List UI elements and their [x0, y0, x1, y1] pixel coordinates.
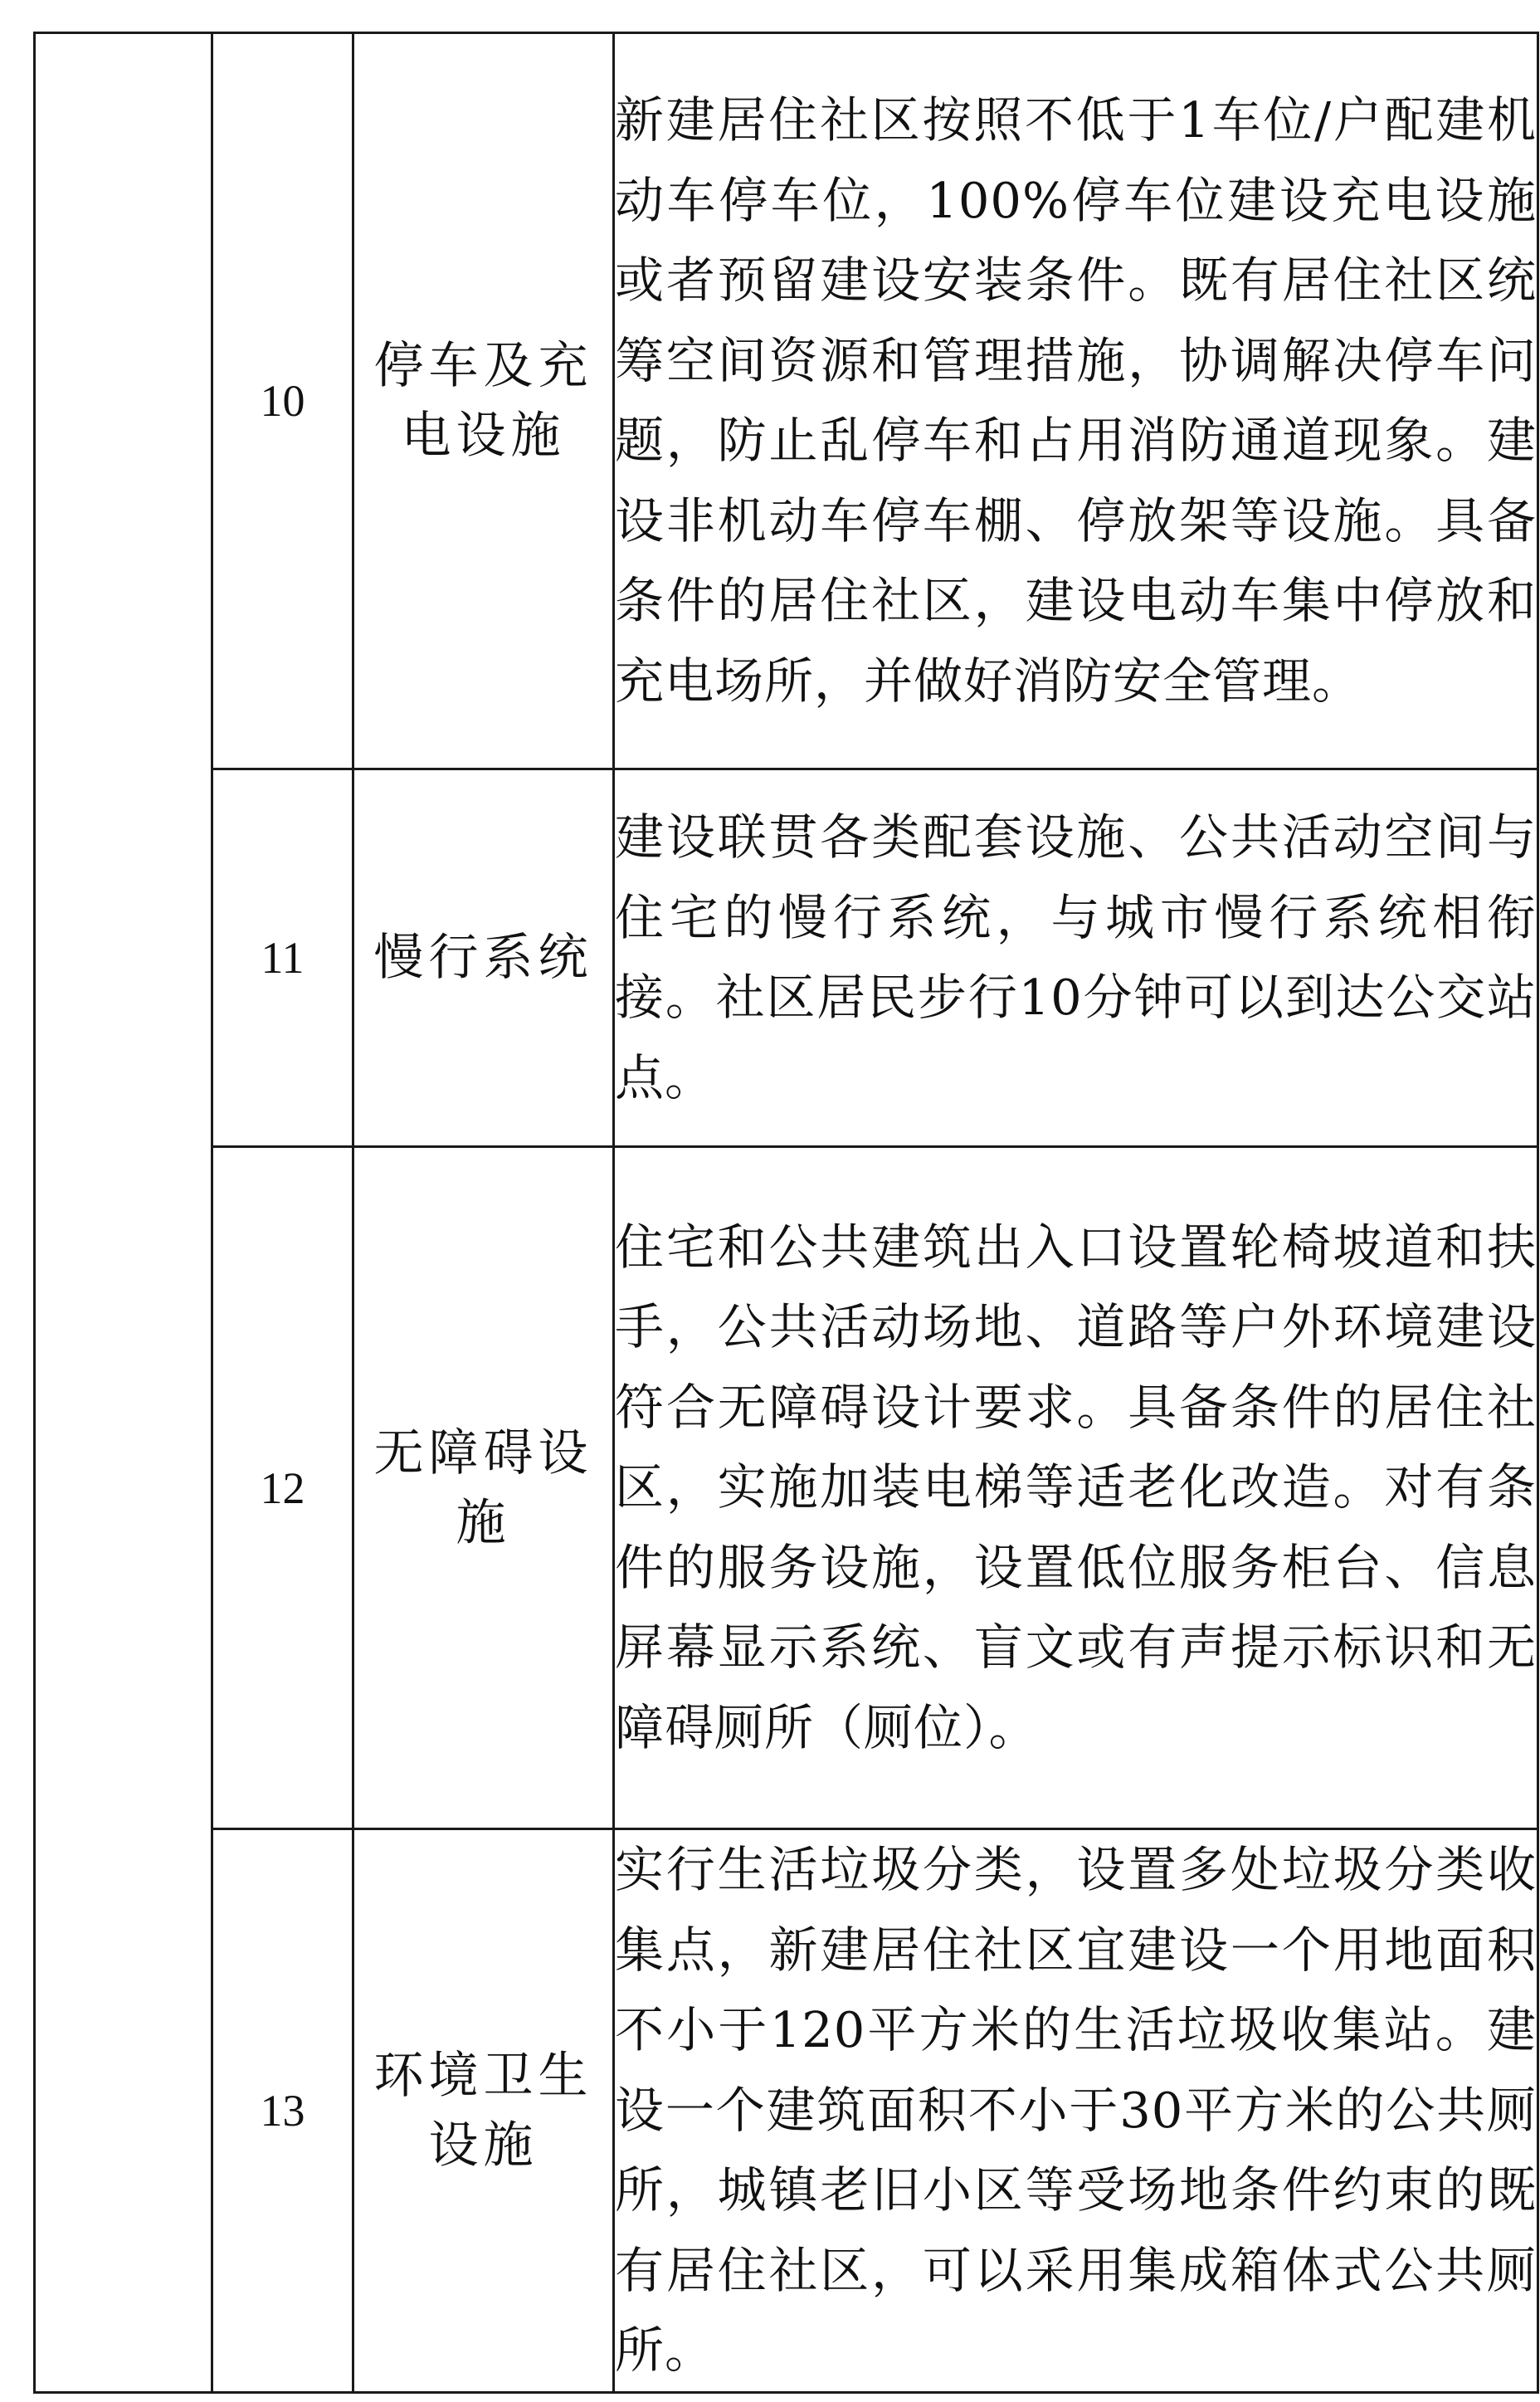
item-description: 建设联贯各类配套设施、公共活动空间与住宅的慢行系统，与城市慢行系统相衔接。社区居民步行10分钟可以到达公交站点。: [614, 769, 1538, 1147]
category-cell-blank: [35, 33, 212, 2393]
table-row: [35, 769, 1538, 1147]
item-number: 12: [212, 1147, 353, 1829]
item-name: 慢行系统: [353, 769, 614, 1147]
item-description: 实行生活垃圾分类，设置多处垃圾分类收集点，新建居住社区宜建设一个用地面积不小于120平方米的生活垃圾收集站。建设一个建筑面积不小于30平方米的公共厕所，城镇老旧小区等受场地条件约束的既有居住社区，可以采用集成箱体式公共厕所。: [614, 1829, 1538, 2393]
item-number: 11: [212, 769, 353, 1147]
item-name: 环境卫生设施: [353, 1829, 614, 2393]
item-number: 13: [212, 1829, 353, 2393]
item-name: 停车及充电设施: [353, 33, 614, 769]
table-row: [35, 33, 1538, 769]
item-number: 10: [212, 33, 353, 769]
item-name: 无障碍设施: [353, 1147, 614, 1829]
table-row: [35, 1147, 1538, 1829]
item-description: 住宅和公共建筑出入口设置轮椅坡道和扶手，公共活动场地、道路等户外环境建设符合无障碍设计要求。具备条件的居住社区，实施加装电梯等适老化改造。对有条件的服务设施，设置低位服务柜台、信息屏幕显示系统、盲文或有声提示标识和无障碍厕所（厕位）。: [614, 1147, 1538, 1829]
table-row: [35, 1829, 1538, 2393]
facility-standards-table: [33, 32, 1539, 2394]
item-description: 新建居住社区按照不低于1车位/户配建机动车停车位，100%停车位建设充电设施或者预留建设安装条件。既有居住社区统筹空间资源和管理措施，协调解决停车问题，防止乱停车和占用消防通道现象。建设非机动车停车棚、停放架等设施。具备条件的居住社区，建设电动车集中停放和充电场所，并做好消防安全管理。: [614, 33, 1538, 769]
